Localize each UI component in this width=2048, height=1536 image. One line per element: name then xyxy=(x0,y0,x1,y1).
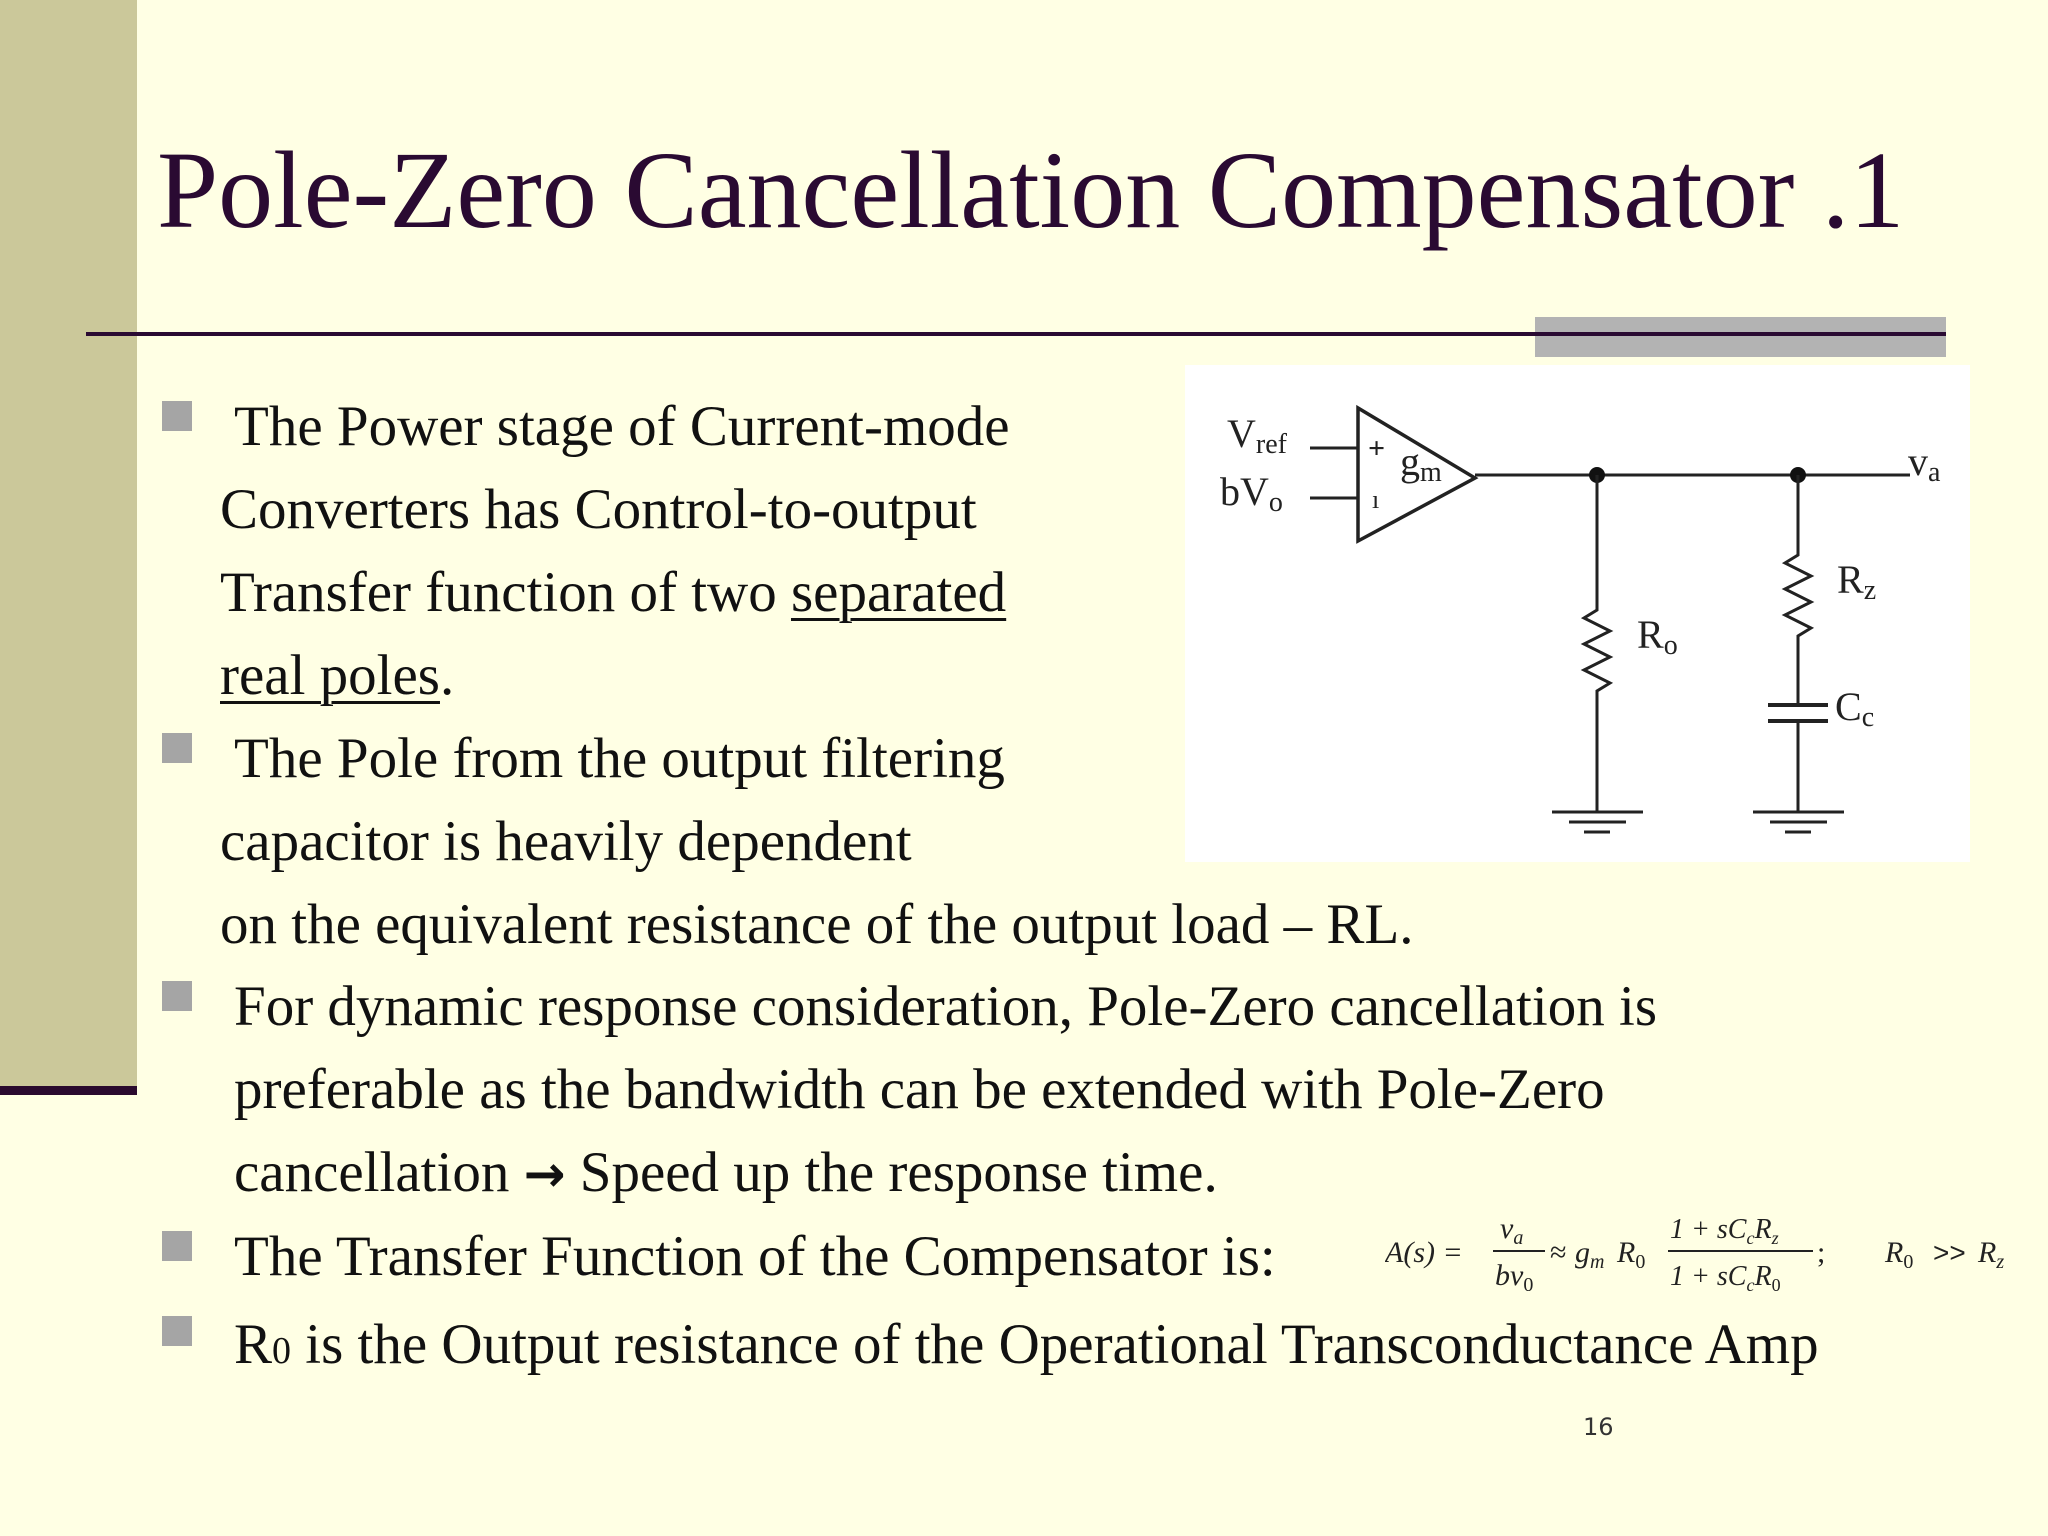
formula-gm: $g_m$ xyxy=(1575,1236,1605,1273)
bullet-3-line-3-text: cancellation xyxy=(234,1141,524,1204)
formula-approx: ≈ xyxy=(1550,1236,1567,1269)
formula-bv0: $bv_0$ xyxy=(1495,1259,1534,1296)
bullet-marker xyxy=(162,1231,192,1261)
formula-numerator: $1 + sC_cR_z$ xyxy=(1670,1214,1779,1248)
ota-compensator-schematic xyxy=(1185,365,1970,862)
bullet-5-line-1 xyxy=(234,1303,1819,1393)
bullet-1-line-2: Converters has Control-to-output xyxy=(220,478,977,541)
bullet-2-line-2: capacitor is heavily dependent xyxy=(220,810,912,873)
vref-label: Vref xyxy=(1227,411,1287,460)
bullet-marker xyxy=(162,733,192,763)
bullet-marker xyxy=(162,401,192,431)
bullet-3-line-3 xyxy=(234,1131,1218,1216)
condition-rz: $R_z$ xyxy=(1978,1236,2005,1273)
minus-input-label: ı xyxy=(1372,485,1380,514)
slide-title: Pole-Zero Cancellation Compensator .1 xyxy=(157,129,1905,251)
gm-label: gm xyxy=(1400,439,1442,488)
underlined-term-separated: separated xyxy=(790,561,1007,624)
formula-r0: $R_0$ xyxy=(1617,1236,1646,1273)
bullet-marker xyxy=(162,981,192,1011)
bullet-2-line-1: The Pole from the output filtering xyxy=(234,727,1005,790)
left-accent-rule xyxy=(0,1086,137,1095)
formula-semicolon: ; xyxy=(1817,1236,1826,1269)
right-arrow-icon: → xyxy=(523,1145,566,1203)
va-output-label: va xyxy=(1908,439,1941,488)
page-number: 16 xyxy=(1583,1413,1614,1441)
plus-input-label: + xyxy=(1368,432,1386,465)
transfer-function-formula xyxy=(1385,1205,2025,1300)
rz-label: Rz xyxy=(1837,557,1877,606)
title-rule xyxy=(86,332,1946,336)
left-accent-bar xyxy=(0,0,137,1086)
bullet-2-line-3: on the equivalent resistance of the output load – RL. xyxy=(220,893,1414,956)
bullet-3-line-3-tail: Speed up the response time. xyxy=(565,1141,1218,1204)
r0-subscript: 0 xyxy=(272,1330,292,1372)
resistor-rz xyxy=(1785,475,1811,705)
formula-lhs: A(s) = xyxy=(1385,1236,1463,1269)
bullet-1-line-4 xyxy=(220,634,454,717)
bullet-4-line-1: The Transfer Function of the Compensator is: xyxy=(234,1225,1276,1288)
title-rule-shadow xyxy=(1535,317,1946,357)
formula-va: $v_a$ xyxy=(1500,1212,1524,1249)
underlined-term-real-poles: real poles xyxy=(220,644,440,707)
condition-r0: $R_0$ xyxy=(1885,1236,1914,1273)
bullet-1-line-4-tail: . xyxy=(439,644,455,707)
ro-label: Ro xyxy=(1637,612,1678,661)
bullet-3-line-2: preferable as the bandwidth can be extended with Pole-Zero xyxy=(234,1058,1605,1121)
resistor-ro xyxy=(1584,475,1610,812)
condition-operator: >> xyxy=(1933,1237,1966,1268)
formula-denominator: $1 + sC_cR_0$ xyxy=(1670,1261,1781,1295)
r0-symbol: R xyxy=(234,1313,273,1376)
bullet-1-line-1: The Power stage of Current-mode xyxy=(234,395,1010,458)
cc-label: Cc xyxy=(1835,684,1875,733)
bullet-5-text: is the Output resistance of the Operational Transconductance Amp xyxy=(291,1313,1819,1376)
bvo-label: bVo xyxy=(1220,469,1283,518)
bullet-1-line-3-text: Transfer function of two xyxy=(220,561,791,624)
bullet-1-line-3 xyxy=(220,551,1006,634)
bullet-marker xyxy=(162,1316,192,1346)
bullet-3-line-1: For dynamic response consideration, Pole-Zero cancellation is xyxy=(234,975,1657,1038)
